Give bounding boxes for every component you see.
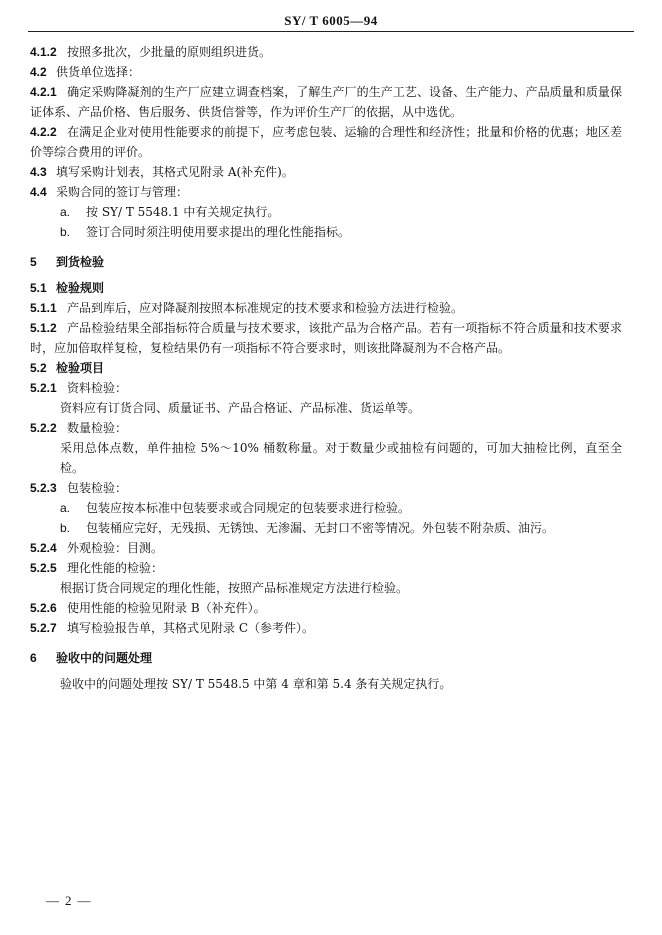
- list-text: 包装桶应完好，无残损、无锈蚀、无渗漏、无封口不密等情况。外包装不附杂质、油污。: [86, 521, 555, 535]
- document-code-header: SY/ T 6005—94: [284, 13, 378, 28]
- list-marker: a.: [60, 501, 71, 515]
- clause-number: 4.2: [30, 65, 47, 79]
- clause-text: 供货单位选择：: [56, 65, 141, 79]
- section-title: 到货检验: [56, 255, 105, 269]
- section-6-body: 验收中的问题处理按 SY/ T 5548.5 中第 4 章和第 5.4 条有关规定执行。: [60, 677, 452, 691]
- clause-5-2: [30, 358, 622, 378]
- clause-number: 5.2.1: [30, 381, 57, 395]
- section-6-heading: [30, 648, 622, 668]
- list-marker: b.: [60, 521, 71, 535]
- list-marker: a.: [60, 205, 71, 219]
- clause-5-2-7: [30, 618, 622, 638]
- footer-dash-right: —: [77, 893, 91, 908]
- clause-text: 产品到库后，应对降凝剂按照本标准规定的技术要求和检验方法进行检验。: [67, 301, 464, 315]
- list-item-4-4-b: [30, 222, 622, 242]
- clause-4-2-1: [30, 82, 622, 122]
- section-number: 5: [30, 255, 37, 269]
- clause-4-2-2: [30, 122, 622, 162]
- list-text: 按 SY/ T 5548.1 中有关规定执行。: [86, 205, 280, 219]
- clause-number: 5.2.6: [30, 601, 57, 615]
- clause-text: 检验项目: [56, 361, 105, 375]
- section-title: 验收中的问题处理: [56, 651, 153, 665]
- section-5-heading: [30, 252, 622, 272]
- clause-number: 4.2.1: [30, 85, 57, 99]
- clause-5-2-3: [30, 478, 622, 498]
- list-marker: b.: [60, 225, 71, 239]
- clause-5-2-2: [30, 418, 622, 438]
- clause-5-2-6: [30, 598, 622, 618]
- list-item-5-2-3-b: [30, 518, 622, 538]
- page-number: 2: [65, 893, 72, 908]
- clause-number: 4.3: [30, 165, 47, 179]
- clause-text: 资料检验：: [67, 381, 128, 395]
- page-footer: [46, 893, 91, 909]
- list-text: 包装应按本标准中包装要求或合同规定的包装要求进行检验。: [86, 501, 411, 515]
- clause-4-3: [30, 162, 622, 182]
- clause-number: 4.2.2: [30, 125, 57, 139]
- clause-5-1-1: [30, 298, 622, 318]
- clause-text: 检验规则: [56, 281, 105, 295]
- clause-text: 外观检验：目测。: [67, 541, 164, 555]
- clause-text: 数量检验：: [67, 421, 128, 435]
- list-text: 签订合同时须注明使用要求提出的理化性能指标。: [86, 225, 351, 239]
- clause-4-1-2: [30, 42, 622, 62]
- clause-text: 确定采购降凝剂的生产厂应建立调查档案，了解生产厂的生产工艺、设备、生产能力、产品质量和质量保证体系、产品价格、售后服务、供货信誉等，作为评价生产厂的依据，从中选优。: [30, 85, 622, 119]
- clause-number: 5.2.2: [30, 421, 57, 435]
- clause-text: 包装检验：: [67, 481, 128, 495]
- document-body: [30, 42, 622, 694]
- clause-5-2-1-body: 资料应有订货合同、质量证书、产品合格证、产品标准、货运单等。: [60, 401, 421, 415]
- clause-number: 4.1.2: [30, 45, 57, 59]
- list-item-5-2-3-a: [30, 498, 622, 518]
- header-rule: [28, 31, 634, 32]
- clause-text: 产品检验结果全部指标符合质量与技术要求，该批产品为合格产品。若有一项指标不符合质量和技术要求时，应加倍取样复检，复检结果仍有一项指标不符合要求时，则该批降凝剂为不合格产品。: [30, 321, 622, 355]
- section-number: 6: [30, 651, 37, 665]
- clause-5-2-2-body: 采用总体点数，单件抽检 5%～10% 桶数称量。对于数量少或抽检有问题的，可加大抽检比例，直至全检。: [60, 441, 622, 475]
- clause-number: 5.1.2: [30, 321, 57, 335]
- clause-5-1-2: [30, 318, 622, 358]
- clause-number: 5.2.5: [30, 561, 57, 575]
- clause-text: 理化性能的检验：: [67, 561, 164, 575]
- clause-number: 5.2: [30, 361, 47, 375]
- footer-dash-left: —: [46, 893, 59, 908]
- clause-5-2-1: [30, 378, 622, 398]
- clause-text: 在满足企业对使用性能要求的前提下，应考虑包装、运输的合理性和经济性；批量和价格的优惠；地区差价等综合费用的评价。: [30, 125, 622, 159]
- clause-5-2-4: [30, 538, 622, 558]
- clause-4-2: [30, 62, 622, 82]
- clause-text: 填写采购计划表，其格式见附录 A(补充件)。: [56, 165, 294, 179]
- clause-number: 5.1.1: [30, 301, 57, 315]
- clause-4-4: [30, 182, 622, 202]
- clause-5-2-5-body: 根据订货合同规定的理化性能，按照产品标准规定方法进行检验。: [60, 581, 409, 595]
- clause-5-2-5: [30, 558, 622, 578]
- clause-text: 采购合同的签订与管理：: [56, 185, 189, 199]
- clause-number: 5.2.4: [30, 541, 57, 555]
- clause-text: 填写检验报告单，其格式见附录 C（参考件）。: [67, 621, 314, 635]
- clause-number: 5.1: [30, 281, 47, 295]
- clause-number: 4.4: [30, 185, 47, 199]
- clause-5-1: [30, 278, 622, 298]
- clause-text: 使用性能的检验见附录 B（补充件）。: [67, 601, 266, 615]
- clause-number: 5.2.3: [30, 481, 57, 495]
- clause-text: 按照多批次，少批量的原则组织进货。: [67, 45, 272, 59]
- clause-number: 5.2.7: [30, 621, 57, 635]
- list-item-4-4-a: [30, 202, 622, 222]
